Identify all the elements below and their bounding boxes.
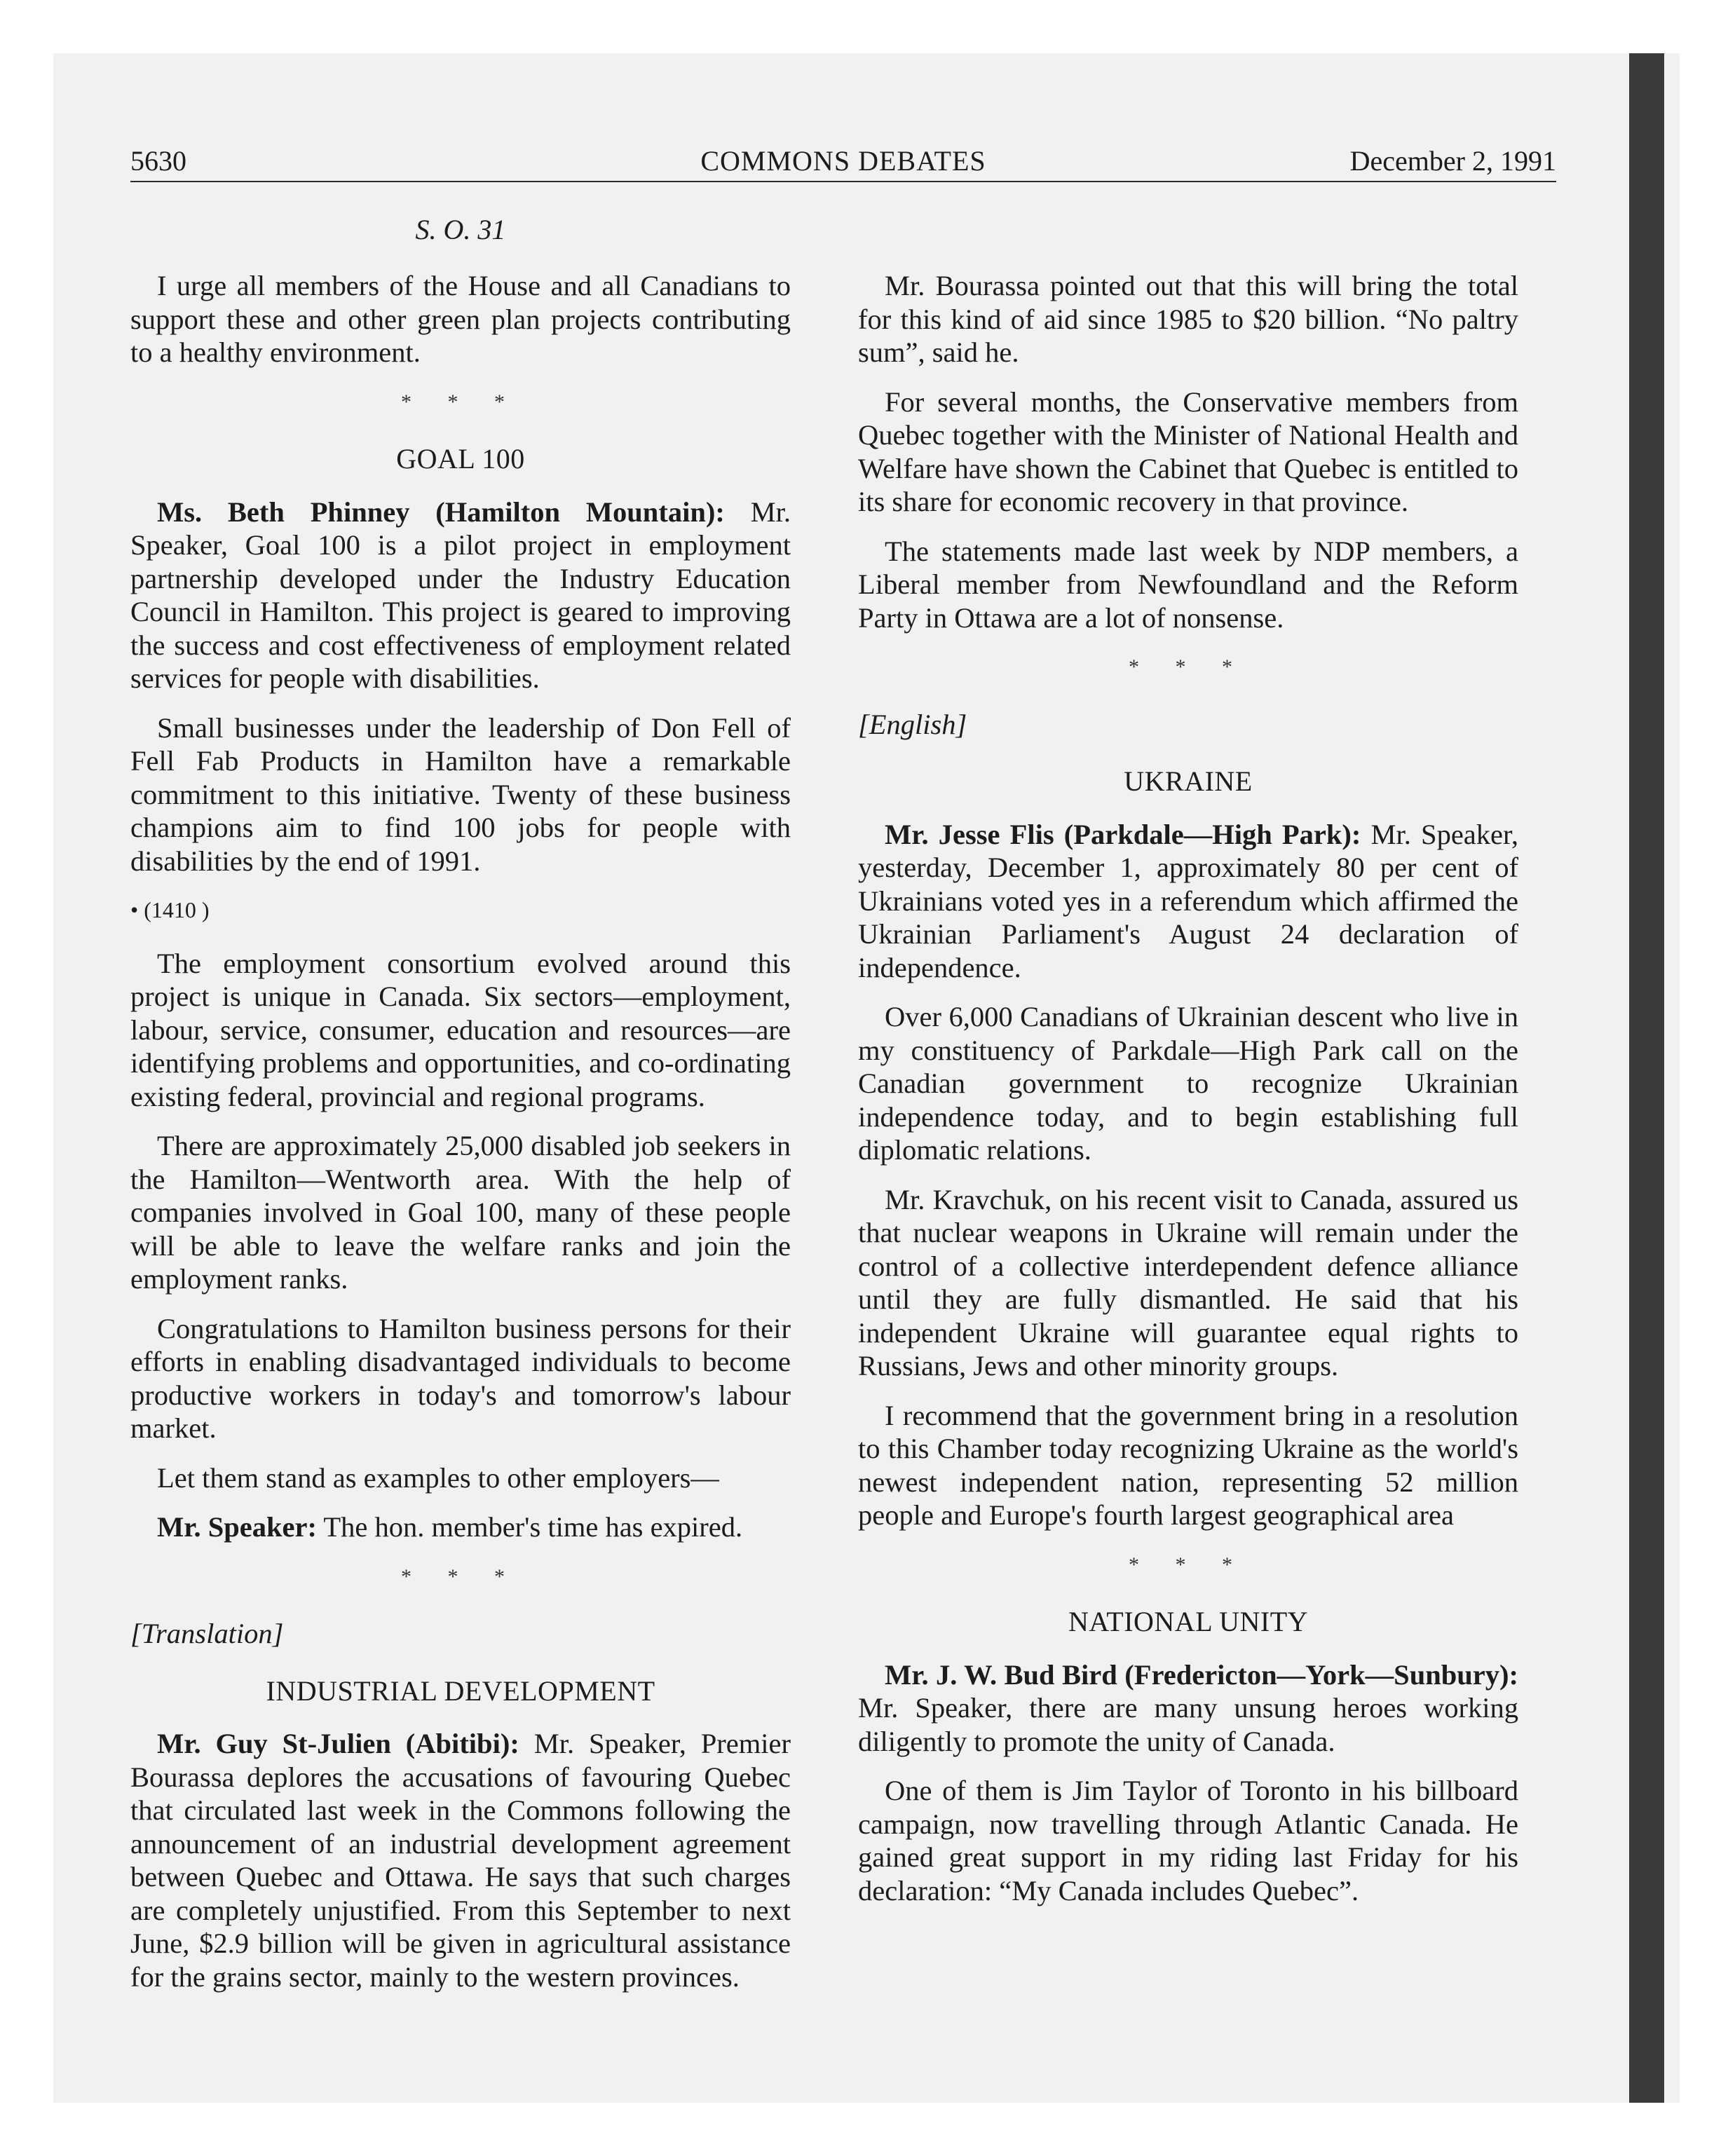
paragraph: Over 6,000 Canadians of Ukrainian descent who live in my constituency of Parkdale—High Park call on the Canadian government to recognize Ukrainian independence today, and to begin establishing full diplomatic relations. bbox=[858, 1001, 1518, 1166]
section-label: S. O. 31 bbox=[415, 214, 506, 245]
paragraph: There are approximately 25,000 disabled job seekers in the Hamilton—Wentworth area. With the help of companies involved in Goal 100, many of these people will be able to leave the welfare ranks and join the employment ranks. bbox=[130, 1130, 791, 1295]
time-marker: • (1410 ) bbox=[130, 897, 210, 922]
paragraph bbox=[858, 1658, 1518, 1759]
speech-text: Mr. Speaker, there are many unsung heroes working diligently to promote the unity of Canada. bbox=[858, 1692, 1518, 1757]
paragraph bbox=[130, 1727, 791, 1993]
header-date: December 2, 1991 bbox=[1349, 145, 1556, 177]
speech-text: Mr. Speaker, Premier Bourassa deplores the accusations of favouring Quebec that circulated last week in the Commons following the announcement of an industrial development agreement between Quebec and Ottawa. He says that such charges are completely unjustified. From this September to next June, $2.9 billion will be given in agricultural assistance for the grains sector, mainly to the western provinces. bbox=[130, 1728, 791, 1993]
paragraph: Small businesses under the leadership of Don Fell of Fell Fab Products in Hamilton have a remarkable commitment to this initiative. Twenty of these business champions aim to find 100 jobs for people with disabilities by the end of 1991. bbox=[130, 711, 791, 877]
paragraph: Mr. Kravchuk, on his recent visit to Canada, assured us that nuclear weapons in Ukraine will remain under the control of a collective interdependent defence alliance until they are fully dismantled. He said that his independent Ukraine will guarantee equal rights to Russians, Jews and other minority groups. bbox=[858, 1183, 1518, 1381]
paragraph: The employment consortium evolved around this project is unique in Canada. Six sectors—employment, labour, service, consumer, education and resources—are identifying problems and opportunities, and co-ordinating existing federal, provincial and regional programs. bbox=[130, 947, 791, 1112]
scan-edge bbox=[1629, 53, 1664, 2103]
separator: * * * bbox=[1129, 655, 1248, 678]
heading-goal-100: GOAL 100 bbox=[396, 443, 525, 475]
header-rule bbox=[130, 181, 1556, 182]
publication-title: COMMONS DEBATES bbox=[700, 145, 986, 177]
speaker-name: Mr. Guy St-Julien (Abitibi): bbox=[157, 1728, 519, 1759]
running-header bbox=[130, 144, 1556, 184]
speaker-name: Mr. Speaker: bbox=[157, 1511, 317, 1543]
paragraph: For several months, the Conservative members from Quebec together with the Minister of National Health and Welfare have shown the Cabinet that Quebec is entitled to its share for economic recovery in that province. bbox=[858, 386, 1518, 517]
paragraph: I urge all members of the House and all Canadians to support these and other green plan projects contributing to a healthy environment. bbox=[130, 270, 791, 368]
left-column bbox=[130, 269, 791, 2010]
paragraph: I recommend that the government bring in a resolution to this Chamber today recognizing Ukraine as the world's newest independent nation, representing 52 million people and Europe's fourth largest geographical area bbox=[858, 1399, 1518, 1531]
speaker-name: Mr. J. W. Bud Bird (Fredericton—York—Sunbury): bbox=[885, 1658, 1518, 1691]
separator: * * * bbox=[401, 1564, 520, 1588]
speech-text: Mr. Speaker, yesterday, December 1, approximately 80 per cent of Ukrainians voted yes in a referendum which affirmed the Ukrainian Parliament's August 24 declaration of independence. bbox=[858, 818, 1518, 983]
page-number: 5630 bbox=[130, 145, 186, 177]
paragraph: One of them is Jim Taylor of Toronto in his billboard campaign, now travelling through Atlantic Canada. He gained great support in my riding last Friday for his declaration: “My Canada includes Quebec”. bbox=[858, 1775, 1518, 1906]
paragraph: Let them stand as examples to other employers— bbox=[157, 1461, 719, 1494]
paragraph: Congratulations to Hamilton business persons for their efforts in enabling disadvantaged individuals to become productive workers in today's and tomorrow's labour market. bbox=[130, 1312, 791, 1444]
heading-ukraine: UKRAINE bbox=[1124, 765, 1253, 797]
speech-text: The hon. member's time has expired. bbox=[316, 1511, 743, 1543]
language-label: [Translation] bbox=[130, 1618, 284, 1649]
language-label: [English] bbox=[858, 708, 967, 740]
paragraph: The statements made last week by NDP members, a Liberal member from Newfoundland and the Reform Party in Ottawa are a lot of nonsense. bbox=[858, 535, 1518, 634]
paragraph bbox=[858, 818, 1518, 985]
speaker-name: Ms. Beth Phinney (Hamilton Mountain): bbox=[157, 496, 725, 528]
separator: * * * bbox=[401, 390, 520, 414]
speaker-name: Mr. Jesse Flis (Parkdale—High Park): bbox=[885, 818, 1361, 850]
heading-industrial-development: INDUSTRIAL DEVELOPMENT bbox=[266, 1674, 655, 1707]
paragraph bbox=[130, 1510, 791, 1544]
separator: * * * bbox=[1129, 1553, 1248, 1576]
paragraph: Mr. Bourassa pointed out that this will bring the total for this kind of aid since 1985 to $20 billion. “No paltry sum”, said he. bbox=[858, 270, 1518, 368]
heading-national-unity: NATIONAL UNITY bbox=[1068, 1606, 1309, 1637]
right-column bbox=[858, 269, 1518, 1923]
paragraph bbox=[130, 496, 791, 695]
speech-text: Mr. Speaker, Goal 100 is a pilot project in employment partnership developed under the Industry Education Council in Hamilton. This project is geared to improving the success and cost effectiveness of employment related services for people with disabilities. bbox=[130, 496, 791, 694]
